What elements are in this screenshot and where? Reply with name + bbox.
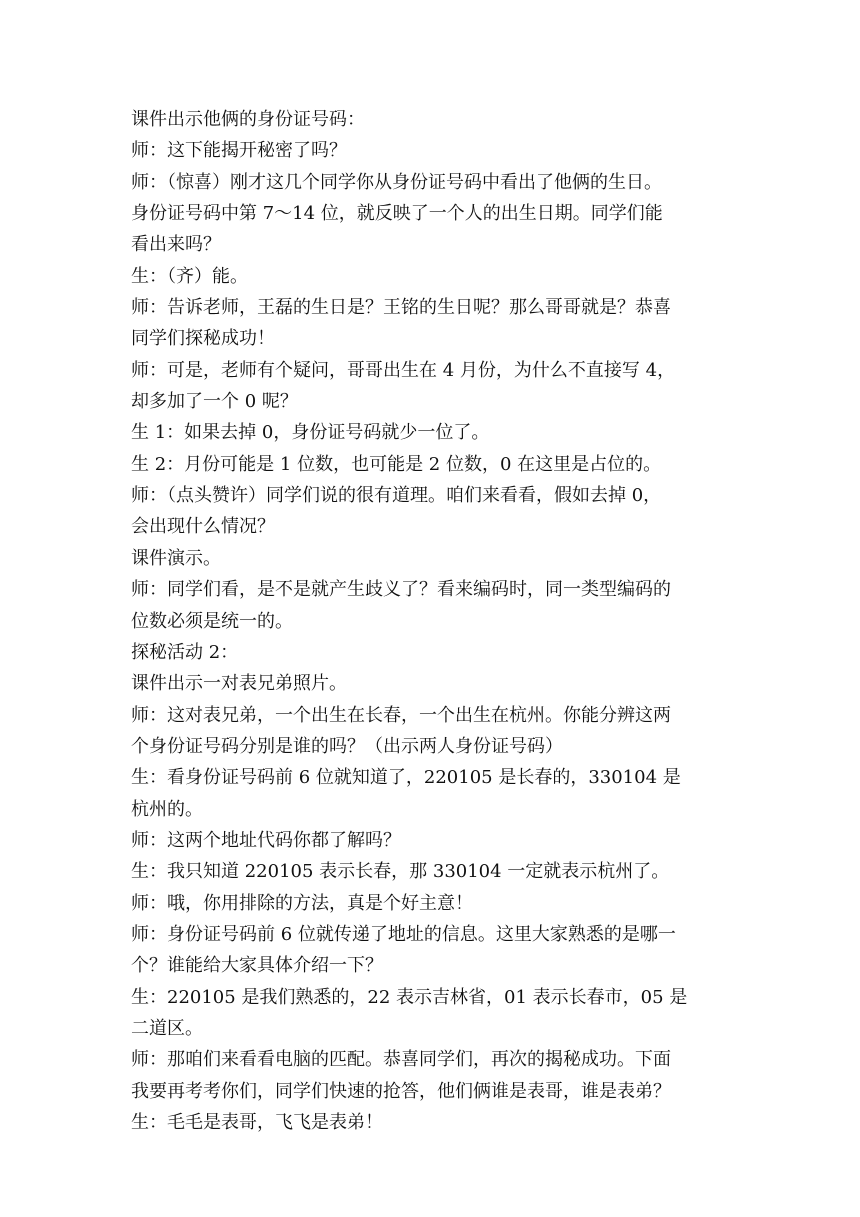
text-line: 我要再考考你们，同学们快速的抢答，他们俩谁是表哥，谁是表弟？ — [131, 1080, 671, 1102]
text-line: 师：（惊喜）刚才这几个同学你从身份证号码中看出了他俩的生日。 — [131, 171, 662, 193]
text-line: 探秘活动 2： — [131, 641, 239, 663]
text-line: 个？谁能给大家具体介绍一下？ — [131, 955, 383, 977]
text-line: 生：看身份证号码前 6 位就知道了，220105 是长春的，330104 是 — [131, 767, 681, 789]
text-line: 生：我只知道 220105 表示长春，那 330104 一定就表示杭州了。 — [131, 861, 670, 883]
text-line: 位数必须是统一的。 — [131, 610, 293, 632]
text-line: 师：（点头赞许）同学们说的很有道理。咱们来看看，假如去掉 0， — [131, 485, 662, 507]
text-line: 却多加了一个 0 呢？ — [131, 391, 298, 413]
text-line: 师：哦，你用排除的方法，真是个好主意！ — [131, 892, 473, 914]
text-line: 同学们探秘成功！ — [131, 328, 275, 350]
text-line: 师：那咱们来看看电脑的匹配。恭喜同学们，再次的揭秘成功。下面 — [131, 1049, 671, 1071]
text-line: 课件出示一对表兄弟照片。 — [131, 673, 347, 695]
text-line: 课件出示他俩的身份证号码： — [131, 109, 365, 130]
text-line: 师：这两个地址代码你都了解吗？ — [131, 829, 401, 851]
text-line: 杭州的。 — [131, 798, 203, 820]
text-line: 个身份证号码分别是谁的吗？（出示两人身份证号码） — [131, 735, 563, 757]
text-line: 看出来吗？ — [131, 234, 221, 256]
document-body — [131, 104, 731, 1138]
text-line: 课件演示。 — [131, 547, 221, 569]
text-line: 会出现什么情况？ — [131, 516, 275, 538]
text-line: 身份证号码中第 7～14 位，就反映了一个人的出生日期。同学们能 — [131, 203, 663, 225]
text-line: 生 2：月份可能是 1 位数，也可能是 2 位数，0 在这里是占位的。 — [131, 453, 662, 475]
text-line: 师：可是，老师有个疑问，哥哥出生在 4 月份，为什么不直接写 4， — [131, 359, 676, 381]
text-line: 生：毛毛是表哥，飞飞是表弟！ — [131, 1112, 383, 1133]
text-line: 生：（齐）能。 — [131, 265, 248, 287]
text-line: 师：这对表兄弟，一个出生在长春，一个出生在杭州。你能分辨这两 — [131, 704, 671, 726]
text-line: 生：220105 是我们熟悉的，22 表示吉林省，01 表示长春市，05 是 — [131, 986, 688, 1008]
text-line: 师：同学们看，是不是就产生歧义了？看来编码时，同一类型编码的 — [131, 579, 671, 601]
text-line: 二道区。 — [131, 1017, 203, 1039]
text-line: 师：身份证号码前 6 位就传递了地址的信息。这里大家熟悉的是哪一 — [131, 923, 676, 945]
text-line: 师：告诉老师，王磊的生日是？王铭的生日呢？那么哥哥就是？恭喜 — [131, 297, 671, 319]
text-line: 师：这下能揭开秘密了吗？ — [131, 140, 347, 162]
text-line: 生 1：如果去掉 0，身份证号码就少一位了。 — [131, 422, 490, 444]
